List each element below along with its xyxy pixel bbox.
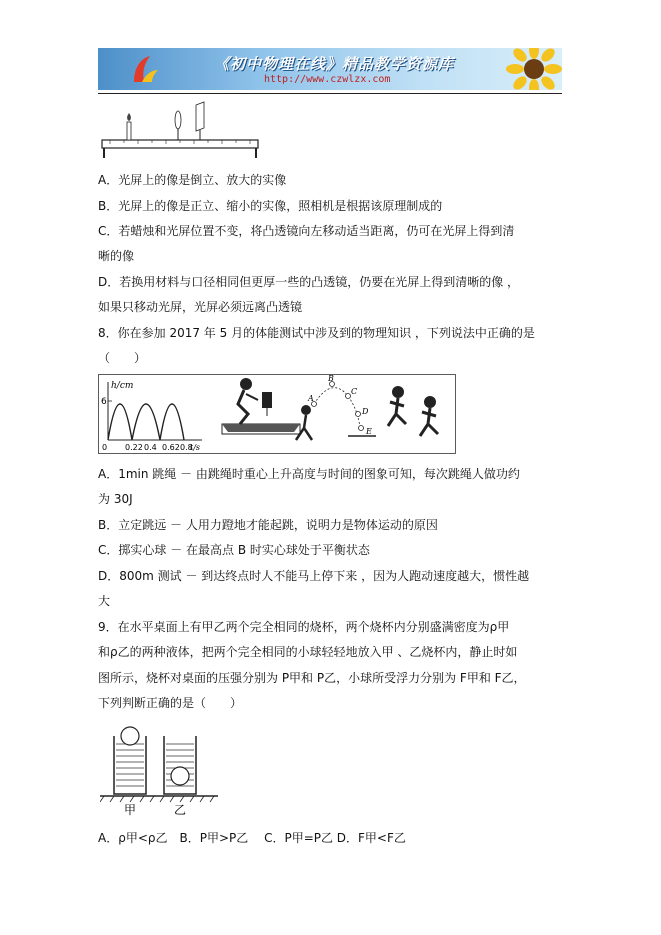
q8-xlabel: t/s <box>190 443 201 452</box>
q8-option-a: A．1min 跳绳 － 由跳绳时重心上升高度与时间的图象可知，每次跳绳人做功约 <box>98 467 520 481</box>
q7-option-d-cont: 如果只移动光屏，光屏必须远离凸透镜 <box>98 300 303 314</box>
q7-option-c: C．若蜡烛和光屏位置不变，将凸透镜向左移动适当距离，仍可在光屏上得到清 <box>98 224 515 238</box>
q7-option-d: D．若换用材料与口径相同但更厚一些的凸透镜，仍要在光屏上得到清晰的像 ， <box>98 275 520 289</box>
q8-option-d: D．800m 测试 － 到达终点时人不能马上停下来 ，因为人跑动速度越大，惯性越 <box>98 569 530 583</box>
q8-ylabel: h/cm <box>111 381 134 391</box>
q8-point-c: C <box>351 387 358 396</box>
sunflower-icon <box>506 48 562 90</box>
q9-label-jia: 甲 <box>124 803 137 817</box>
q8-stem: 8．你在参加 2017 年 5 月的体能测试中涉及到的物理知识 ，下列说法中正确的是 <box>98 326 535 340</box>
q9-beakers-figure <box>100 726 218 822</box>
banner-url: http://www.czwlzx.com <box>264 74 391 85</box>
logo-icon <box>128 52 162 86</box>
q8-x-tick-3: 0.62 <box>162 443 180 452</box>
q9-stem-line-4: 下列判断正确的是（ ） <box>98 696 243 710</box>
header-banner <box>98 48 562 90</box>
q8-x-tick-1: 0.22 <box>125 443 143 452</box>
q9-stem-line-3: 图所示，烧杯对桌面的压强分别为 P甲和 P乙，小球所受浮力分别为 F甲和 F乙， <box>98 671 526 685</box>
q8-stem-cont: （ ） <box>98 351 147 365</box>
q8-option-a-cont: 为 30J <box>98 492 133 506</box>
q7-option-a: A．光屏上的像是倒立、放大的实像 <box>98 173 287 187</box>
q8-point-d: D <box>362 407 369 416</box>
q7-option-b: B．光屏上的像是正立、缩小的实像，照相机是根据该原理制成的 <box>98 199 443 213</box>
q8-figure <box>98 374 456 454</box>
q8-x-tick-2: 0.4 <box>144 443 157 452</box>
q8-option-d-cont: 大 <box>98 594 111 608</box>
q9-label-yi: 乙 <box>174 803 187 817</box>
q8-option-c: C．掷实心球 － 在最高点 B 时实心球处于平衡状态 <box>98 543 370 557</box>
q9-stem: 9．在水平桌面上有甲乙两个完全相同的烧杯，两个烧杯内分别盛满密度为ρ甲 <box>98 620 510 634</box>
q8-point-b: B <box>328 374 334 383</box>
q7-option-c-cont: 晰的像 <box>98 249 135 263</box>
q8-x-tick-0: 0 <box>102 443 108 452</box>
q9-stem-line-2: 和ρ乙的两种液体，把两个完全相同的小球轻轻地放入甲 、乙烧杯内，静止时如 <box>98 645 518 659</box>
header-rule <box>98 93 562 94</box>
optical-bench-figure <box>100 100 268 160</box>
q8-option-b: B．立定跳远 － 人用力蹬地才能起跳，说明力是物体运动的原因 <box>98 518 438 532</box>
banner-title: 《初中物理在线》精品教学资源库 <box>214 55 455 73</box>
q8-point-a: A <box>308 394 314 403</box>
q8-x-tick-4: 0.8 <box>180 443 193 452</box>
q9-options: A．ρ甲<ρ乙 B．P甲>P乙 C．P甲=P乙 D．F甲<F乙 <box>98 831 406 845</box>
q8-y-tick: 6 <box>101 397 107 407</box>
q8-point-e: E <box>366 427 372 436</box>
